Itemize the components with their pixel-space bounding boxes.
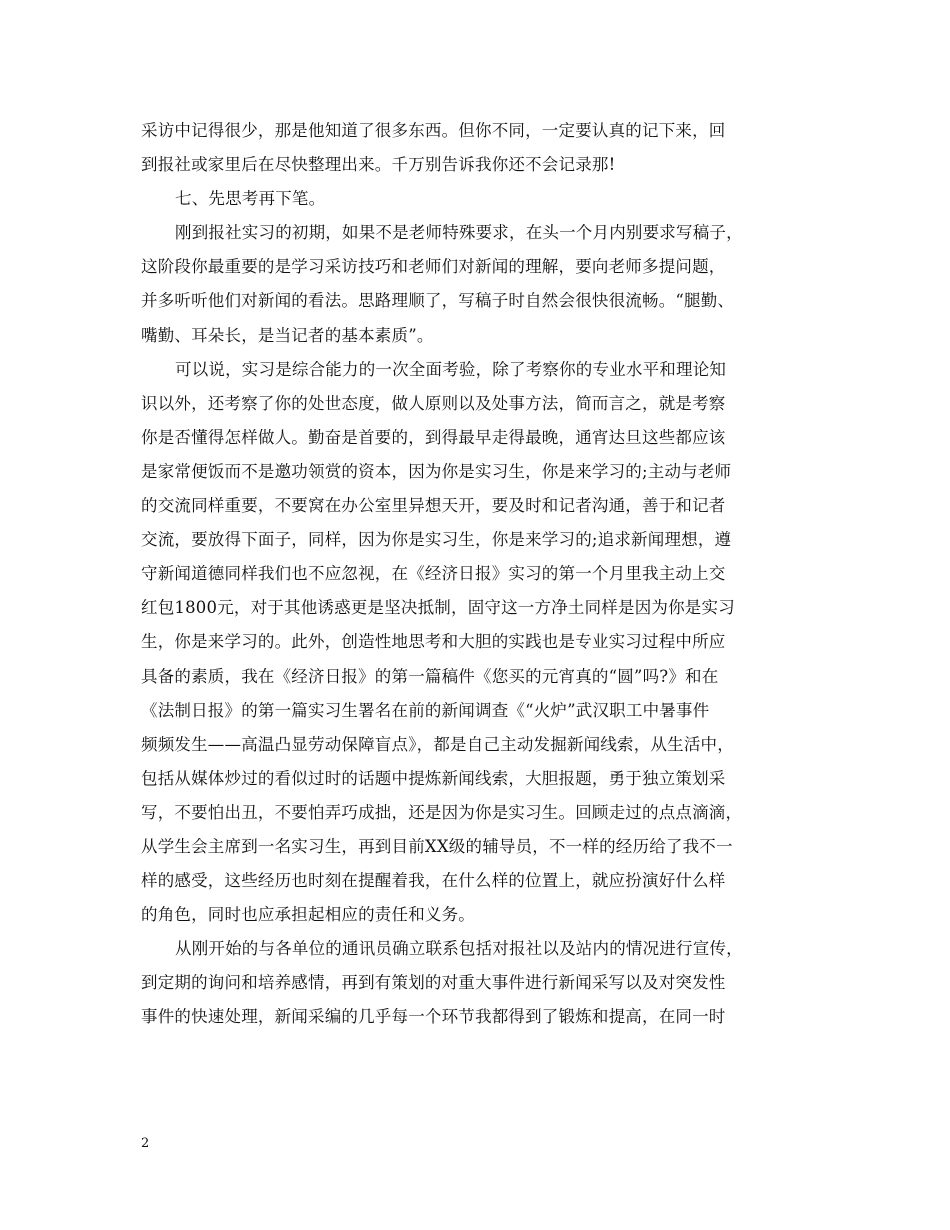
text-line: 从学生会主席到一名实习生，再到目前XX级的辅导员，不一样的经历给了我不一 [141,836,733,856]
text-line: 到报社或家里后在尽快整理出来。千万别告诉我你还不会记录那! [141,155,616,175]
text-line: 包括从媒体炒过的看似过时的话题中提炼新闻线索，大胆报题，勇于独立策划采 [141,768,726,788]
text-line: 红包1800元，对于其他诱惑更是坚决抵制，固守这一方净土同样是因为你是实习 [141,598,735,618]
text-line: 具备的素质，我在《经济日报》的第一篇稿件《您买的元宵真的“圆”吗?》和在 [141,666,719,686]
text-line: 频频发生——高温凸显劳动保障盲点》，都是自己主动发掘新闻线索，从生活中， [141,734,734,754]
text-line: 到定期的询问和培养感情，再到有策划的对重大事件进行新闻采写以及对突发性 [141,973,726,993]
text-line: 从刚开始的与各单位的通讯员确立联系包括对报社以及站内的情况进行宣传， [175,939,743,959]
text-line: 样的感受，这些经历也时刻在提醒着我，在什么样的位置上，就应扮演好什么样 [141,871,726,891]
text-line: 是家常便饭而不是邀功领赏的资本，因为你是实习生，你是来学习的;主动与老师 [141,461,732,481]
text-line: 写，不要怕出丑，不要怕弄巧成拙，还是因为你是实习生。回顾走过的点点滴滴， [141,802,743,822]
text-line: 可以说，实习是综合能力的一次全面考验，除了考察你的专业水平和理论知 [175,359,727,379]
text-line: 你是否懂得怎样做人。勤奋是首要的，到得最早走得最晚，通宵达旦这些都应该 [141,427,726,447]
text-line: 的角色，同时也应承担起相应的责任和义务。 [141,905,475,925]
text-line: 交流，要放得下面子，同样，因为你是实习生，你是来学习的;追求新闻理想，遵 [141,530,732,550]
body-text [141,114,821,1035]
text-line: 并多听听他们对新闻的看法。思路理顺了，写稿子时自然会很快很流畅。“腿勤、 [141,291,735,311]
text-line: 嘴勤、耳朵长，是当记者的基本素质”。 [141,325,434,345]
text-line: 七、先思考再下笔。 [175,189,326,209]
text-line: 事件的快速处理，新闻采编的几乎每一个环节我都得到了锻炼和提高，在同一时 [141,1007,726,1027]
text-line: 的交流同样重要，不要窝在办公室里异想天开，要及时和记者沟通，善于和记者 [141,496,726,516]
text-line: 刚到报社实习的初期，如果不是老师特殊要求，在头一个月内别要求写稿子， [175,223,743,243]
text-line: 守新闻道德同样我们也不应忽视，在《经济日报》实习的第一个月里我主动上交 [141,564,726,584]
text-line: 识以外，还考察了你的处世态度，做人原则以及处事方法，简而言之，就是考察 [141,393,726,413]
page-number: 2 [141,1136,150,1151]
text-line: 采访中记得很少，那是他知道了很多东西。但你不同，一定要认真的记下来，回 [141,121,726,140]
text-line: 这阶段你最重要的是学习采访技巧和老师们对新闻的理解，要向老师多提问题， [141,257,726,277]
text-line: 《法制日报》的第一篇实习生署名在前的新闻调查《“火炉”武汉职工中暑事件 [141,700,710,720]
text-line: 生，你是来学习的。此外，创造性地思考和大胆的实践也是专业实习过程中所应 [141,632,726,652]
